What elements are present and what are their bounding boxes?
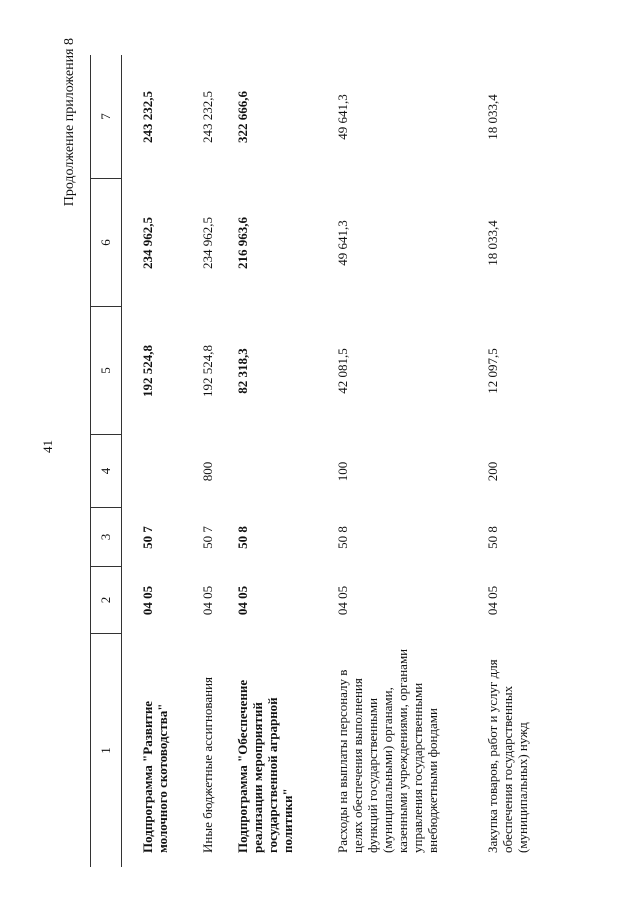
row-section: 04 05 — [485, 585, 500, 616]
row-name: Расходы на выплаты персоналу в целях обеспечения выполнения функций государственными (муниципальными) органами, казенными учреждениями, органами управления государственными внебюджетными фондами — [335, 648, 440, 853]
row-section: 04 05 — [335, 585, 350, 616]
column-header-1: 1 — [98, 747, 113, 754]
column-header-3: 3 — [91, 508, 121, 567]
row-target: 50 7 — [140, 526, 155, 549]
row-amount-3: 243 232,5 — [140, 91, 155, 143]
row-section: 04 05 — [140, 585, 155, 616]
table-header — [90, 55, 122, 867]
row-amount-2: 216 963,6 — [235, 217, 250, 269]
table-body — [140, 55, 545, 867]
row-amount-1: 12 097,5 — [485, 348, 500, 394]
column-header-7: 7 — [91, 55, 121, 179]
table-row — [485, 55, 545, 867]
column-header-4: 4 — [91, 435, 121, 508]
row-expense-type: 200 — [485, 461, 500, 482]
row-name: Подпрограмма "Обеспечение реализации мероприятий государственной аграрной политики" — [235, 679, 295, 853]
table-row — [235, 55, 335, 867]
column-header-5: 5 — [91, 307, 121, 435]
row-amount-2: 234 962,5 — [200, 217, 215, 269]
table-row — [200, 55, 235, 867]
page-number: 41 — [40, 440, 55, 453]
column-header-6: 6 — [91, 179, 121, 307]
row-amount-2: 18 033,4 — [485, 220, 500, 266]
table-row — [335, 55, 485, 867]
row-target: 50 7 — [200, 526, 215, 549]
row-amount-1: 82 318,3 — [235, 348, 250, 394]
row-expense-type — [235, 435, 335, 508]
row-amount-1: 192 524,8 — [200, 345, 215, 397]
table-row — [140, 55, 200, 867]
row-target: 50 8 — [485, 526, 500, 549]
row-amount-3: 18 033,4 — [485, 94, 500, 140]
row-amount-2: 49 641,3 — [335, 220, 350, 266]
row-section: 04 05 — [200, 585, 215, 616]
continuation-note: Продолжение приложения 8 — [62, 38, 77, 207]
row-name: Подпрограмма "Развитие молочного скотоводства" — [140, 700, 170, 853]
row-expense-type — [140, 435, 200, 508]
row-amount-1: 192 524,8 — [140, 345, 155, 397]
row-expense-type: 800 — [200, 461, 215, 482]
row-name: Закупка товаров, работ и услуг для обеспечения государственных (муниципальных) нужд — [485, 659, 530, 853]
row-section: 04 05 — [235, 585, 250, 616]
row-amount-3: 322 666,6 — [235, 91, 250, 143]
row-name: Иные бюджетные ассигнования — [200, 676, 215, 853]
row-target: 50 8 — [235, 526, 250, 549]
row-amount-3: 49 641,3 — [335, 94, 350, 140]
column-header-2: 2 — [91, 567, 121, 634]
row-amount-1: 42 081,5 — [335, 348, 350, 394]
row-expense-type: 100 — [335, 461, 350, 482]
row-amount-2: 234 962,5 — [140, 217, 155, 269]
row-amount-3: 243 232,5 — [200, 91, 215, 143]
row-target: 50 8 — [335, 526, 350, 549]
